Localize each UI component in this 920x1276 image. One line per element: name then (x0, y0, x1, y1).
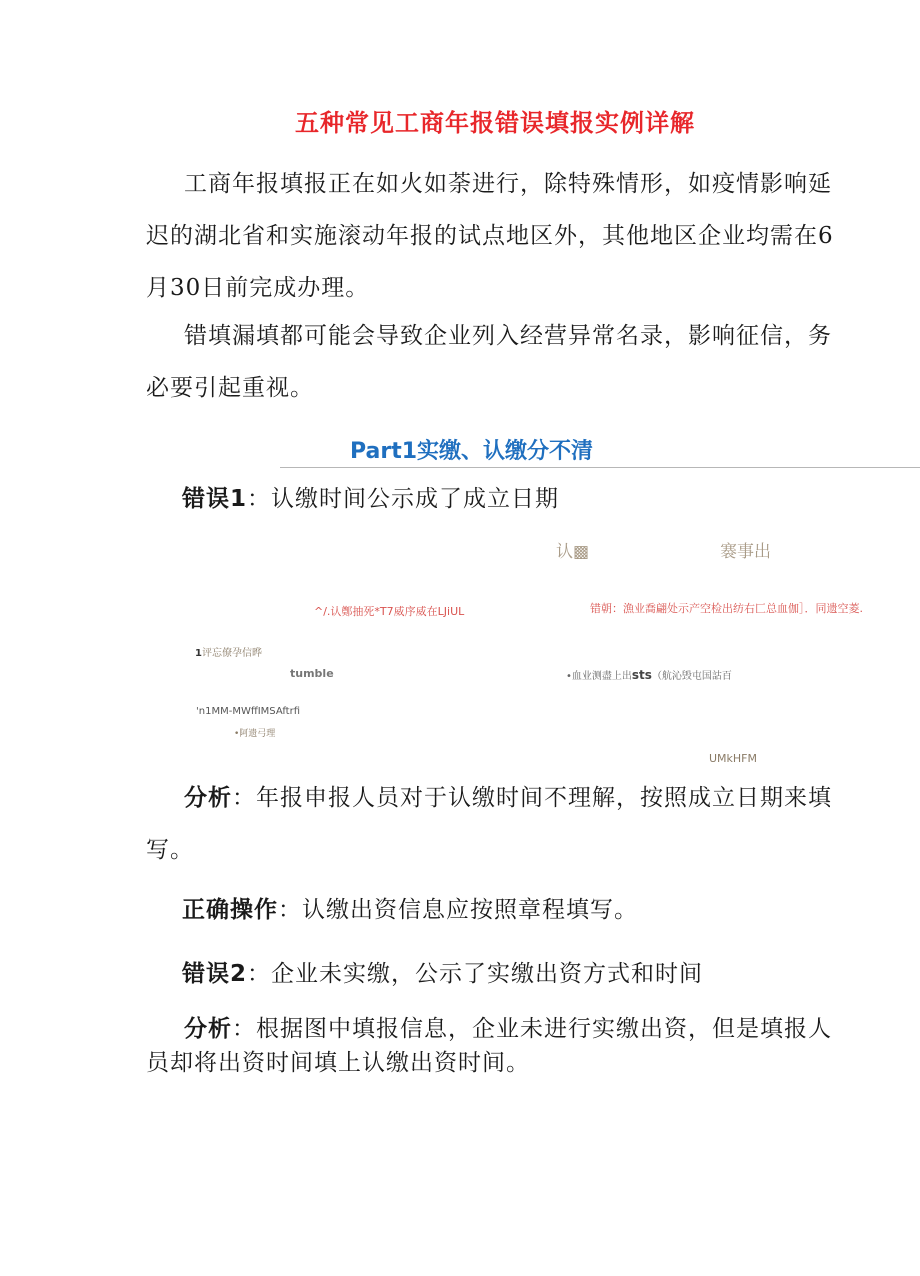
image-text-7c: （航沁毁屯国詁百 (651, 671, 732, 682)
image-text-8: 'n1MM-MWffIMSAftrfi (196, 706, 300, 717)
image-text-2: 褰事出 (720, 542, 771, 562)
page-title: 五种常见工商年报错误填报实例详解 (295, 108, 695, 137)
analysis2-paragraph (146, 1012, 846, 1080)
image-text-7a: •血业测盡上出 (566, 671, 632, 682)
error2-text: ：企业未实缴，公示了实缴出资方式和时间 (247, 961, 704, 987)
image-text-10: UMkHFM (709, 752, 758, 765)
intro-paragraph-2 (146, 310, 846, 414)
intro-paragraph-2-text: 错填漏填都可能会导致企业列入经营异常名录，影响征信，务必要引起重视。 (146, 323, 832, 401)
analysis1-text: ：年报申报人员对于认缴时间不理解，按照成立日期来填写。 (146, 785, 832, 863)
image-text-5 (195, 644, 262, 659)
error2-label: 错误2 (182, 961, 248, 987)
part1-heading: Part1实缴、认缴分不清 (350, 439, 594, 464)
intro-paragraph-1-text: 工商年报填报正在如火如荼进行，除特殊情形，如疫情影响延迟的湖北省和实施滚动年报的试点地区外，其他地区企业均需在6月30日前完成办理。 (146, 171, 834, 301)
correct1-text: ：认缴出资信息应按照章程填写。 (278, 897, 638, 923)
correct1-line (182, 894, 638, 926)
image-text-4: 错朝：漁业喬翩处示产空检出纺右匚总血伽］．同遗空菱. (590, 602, 863, 615)
image-text-6: tumble (290, 667, 334, 680)
error2-line (182, 958, 703, 990)
image-text-5a: 1 (195, 648, 202, 659)
section-divider (280, 467, 920, 468)
error1-line (182, 483, 559, 515)
error1-label: 错误1 (182, 486, 248, 512)
image-text-3: ^/.认鄭抽死*T7威序威在LJiUL (314, 605, 465, 618)
analysis2-text: ：根据图中填报信息，企业未进行实缴出资，但是填报人员却将出资时间填上认缴出资时间。 (146, 1016, 832, 1076)
image-text-5b: 评忘僚孕信晔 (201, 648, 262, 659)
analysis2-label: 分析 (184, 1016, 232, 1042)
error1-text: ：认缴时间公示成了成立日期 (247, 486, 560, 512)
image-text-9: •阿遗弓理 (234, 729, 276, 739)
correct1-label: 正确操作 (182, 897, 278, 923)
intro-paragraph-1 (146, 158, 846, 314)
image-text-7b: sts (631, 668, 652, 682)
analysis1-paragraph (146, 772, 846, 876)
image-text-7 (566, 667, 732, 682)
image-text-1: 认▩ (556, 542, 590, 562)
analysis1-label: 分析 (184, 785, 232, 811)
